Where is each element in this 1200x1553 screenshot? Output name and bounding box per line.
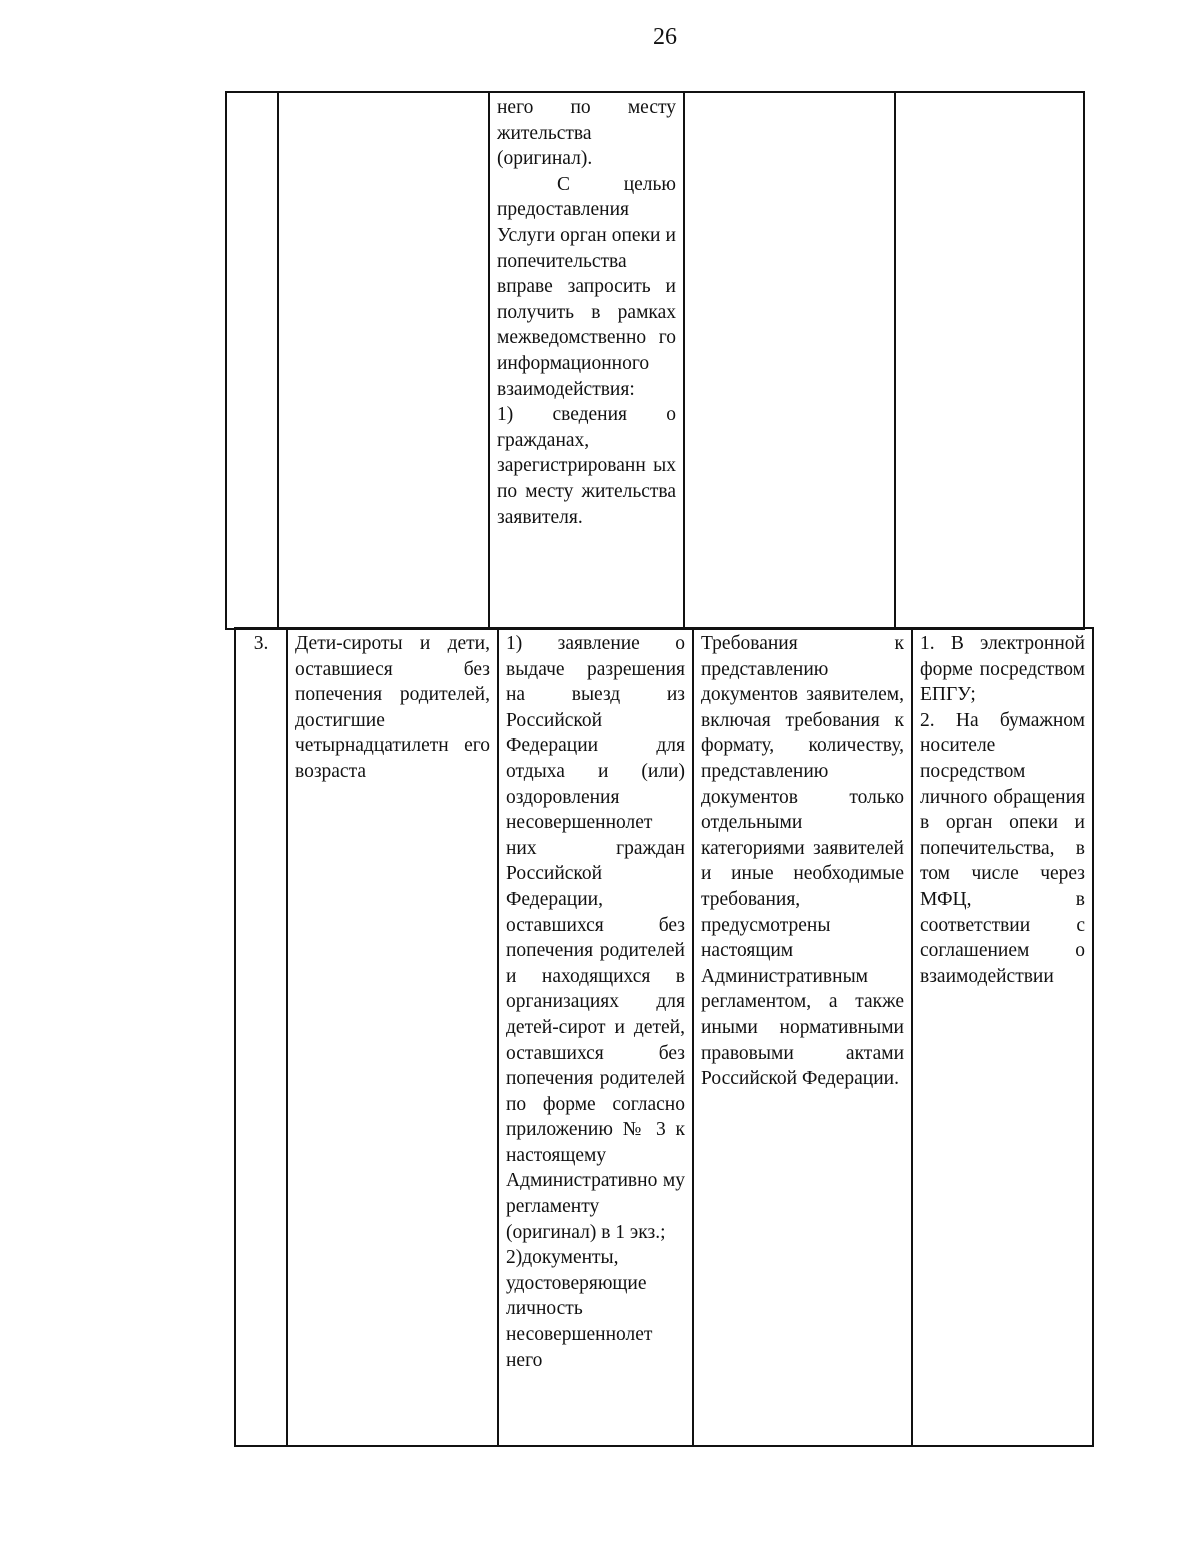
table-row bbox=[226, 92, 1084, 629]
table-row-3-section bbox=[234, 627, 1094, 1447]
cell-documents bbox=[498, 628, 693, 1446]
table-continued-section bbox=[225, 91, 1085, 630]
documents-paragraph: С целью предоставления Услуги орган опеки и попечительства вправе запросить и получить в рамках межведомственно го информационного взаимодействия: bbox=[497, 173, 676, 400]
cell-requirements: Требования к представлению документов заявителем, включая требования к формату, количеству, представлению документов только отдельными категориями заявителей и иные необходимые требования, предусмотрены настоящим Административным регламентом, а также иными нормативными правовыми актами Российской Федерации. bbox=[693, 628, 912, 1446]
documents-paragraph: 1) сведения о гражданах, зарегистрированн ых по месту жительства заявителя. bbox=[497, 404, 676, 528]
documents-paragraph: 2)документы, удостоверяющие личность несовершеннолет него bbox=[506, 1247, 653, 1371]
cell-submission bbox=[912, 628, 1093, 1446]
documents-paragraph: него по месту жительства (оригинал). bbox=[497, 97, 676, 170]
submission-item: 1. В электронной форме посредством ЕПГУ; bbox=[920, 633, 1085, 706]
cell-number bbox=[226, 92, 278, 629]
cell-category: Дети-сироты и дети, оставшиеся без попечения родителей, достигшие четырнадцатилетн его возраста bbox=[287, 628, 498, 1446]
cell-requirements bbox=[684, 92, 895, 629]
submission-item: 2. На бумажном носителе посредством личного обращения в орган опеки и попечительства, в том числе через МФЦ, в соответствии с соглашением о взаимодействии bbox=[920, 709, 1085, 987]
documents-paragraph: 1) заявление о выдаче разрешения на выезд из Российской Федерации для отдыха и (или) оздоровления несовершеннолет них граждан Российской Федерации, оставшихся без попечения родителей и находящихся в организациях для детей-сирот и детей, оставшихся без попечения родителей по форме согласно приложению № 3 к настоящему Административно му регламенту (оригинал) в 1 экз.; bbox=[506, 633, 685, 1243]
cell-documents bbox=[489, 92, 684, 629]
table-row bbox=[235, 628, 1093, 1446]
page-number: 26 bbox=[653, 24, 677, 50]
cell-category bbox=[278, 92, 489, 629]
cell-submission bbox=[895, 92, 1084, 629]
row-number: 3. bbox=[235, 628, 287, 1446]
